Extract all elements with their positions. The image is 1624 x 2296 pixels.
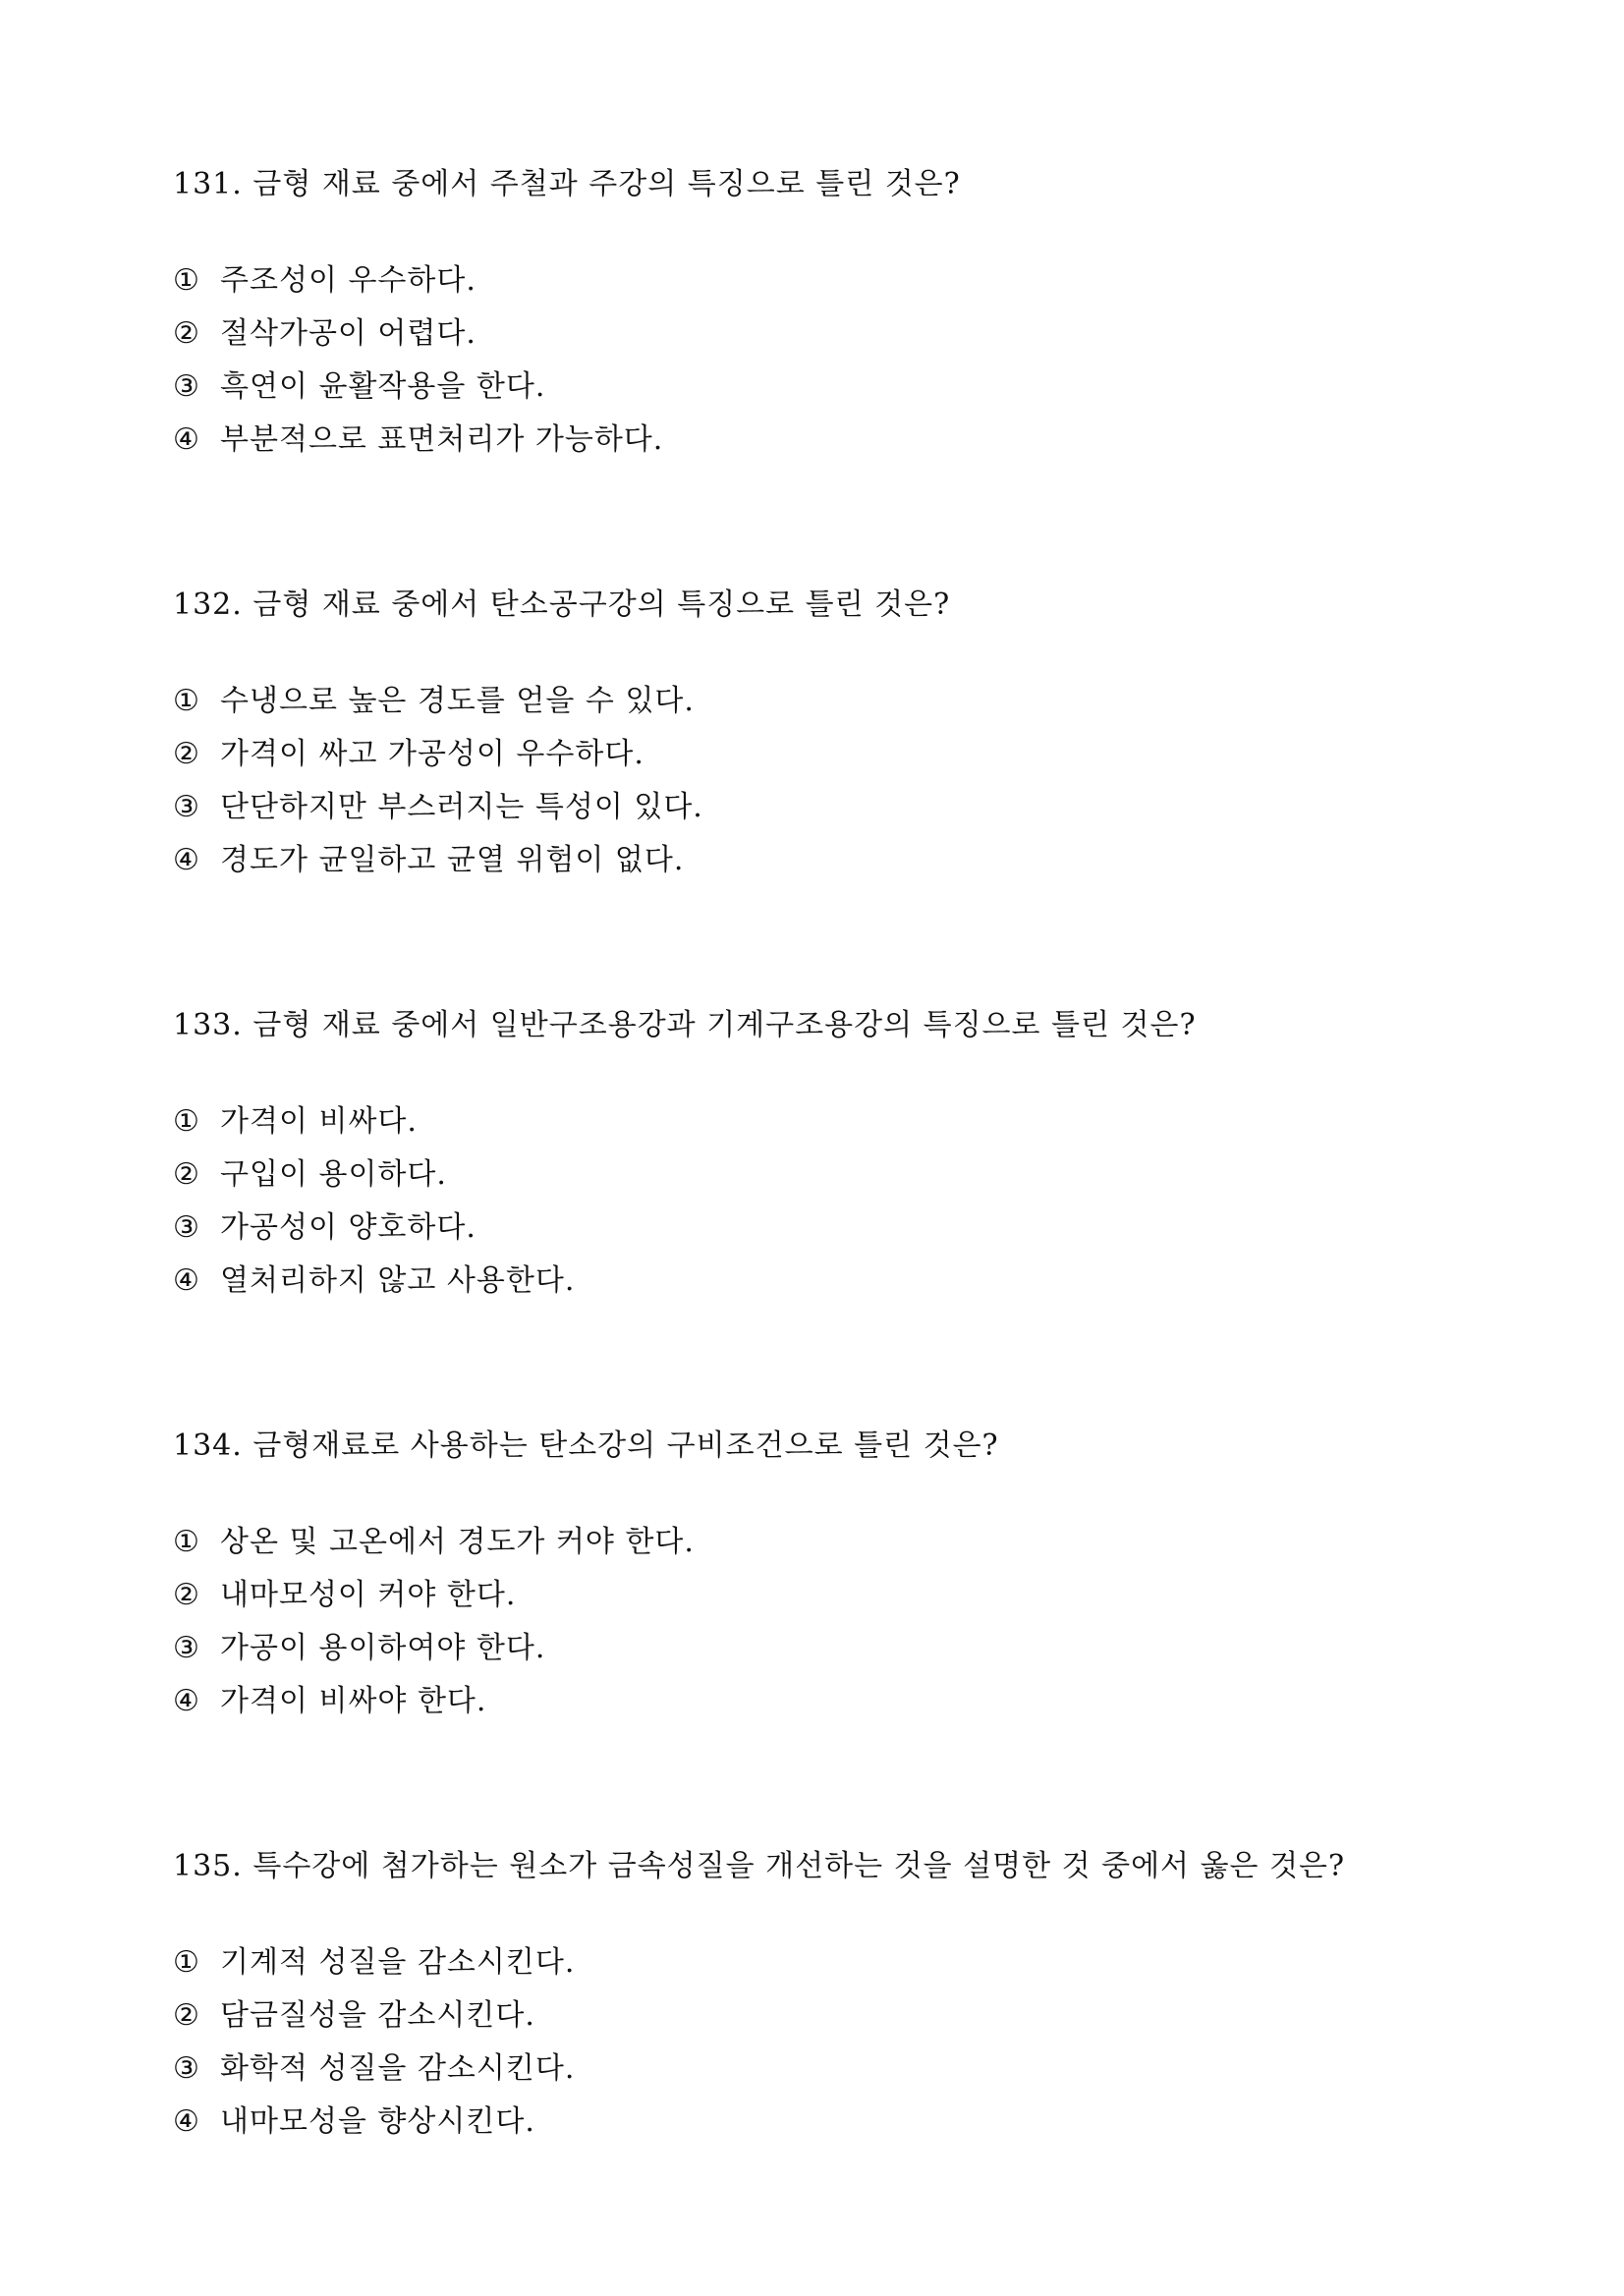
option-marker: ② <box>173 1578 200 1612</box>
question-title: 135. 특수강에 첨가하는 원소가 금속성질을 개선하는 것을 설명한 것 중에서 옳은 것은? <box>173 1849 1346 1883</box>
option-text: 가공성이 양호하다. <box>220 1210 476 1245</box>
option-text: 경도가 균일하고 균열 위험이 없다. <box>220 843 685 877</box>
option-marker: ① <box>173 1525 200 1559</box>
answer-option-3 <box>173 2049 575 2102</box>
option-text: 절삭가공이 어렵다. <box>220 316 476 351</box>
option-marker: ④ <box>173 1684 200 1718</box>
option-marker: ③ <box>173 1631 200 1665</box>
answer-option-1 <box>173 1102 575 1155</box>
answer-option-4 <box>173 1682 695 1735</box>
answer-options <box>173 1102 575 1315</box>
option-marker: ① <box>173 1104 200 1139</box>
option-text: 상온 및 고온에서 경도가 커야 한다. <box>220 1525 695 1559</box>
question-title: 132. 금형 재료 중에서 탄소공구강의 특징으로 틀린 것은? <box>173 588 951 622</box>
option-marker: ④ <box>173 2104 200 2139</box>
option-marker: ① <box>173 1945 200 1980</box>
option-text: 주조성이 우수하다. <box>220 263 476 298</box>
option-text: 내마모성을 향상시킨다. <box>220 2104 535 2139</box>
answer-options <box>173 261 663 474</box>
option-text: 내마모성이 커야 한다. <box>220 1578 517 1612</box>
option-marker: ③ <box>173 790 200 824</box>
option-marker: ② <box>173 1157 200 1192</box>
answer-options <box>173 682 703 894</box>
option-text: 구입이 용이하다. <box>220 1157 447 1192</box>
option-marker: ① <box>173 263 200 298</box>
answer-option-2 <box>173 735 703 788</box>
answer-option-3 <box>173 788 703 841</box>
answer-options <box>173 1523 695 1735</box>
option-text: 가격이 비싸다. <box>220 1104 418 1139</box>
option-marker: ④ <box>173 422 200 457</box>
question-title: 134. 금형재료로 사용하는 탄소강의 구비조건으로 틀린 것은? <box>173 1428 999 1463</box>
answer-option-2 <box>173 1996 575 2049</box>
answer-option-3 <box>173 1629 695 1682</box>
answer-option-1 <box>173 682 703 735</box>
answer-option-2 <box>173 1155 575 1208</box>
answer-option-3 <box>173 1208 575 1261</box>
answer-option-2 <box>173 314 663 367</box>
option-text: 흑연이 윤활작용을 한다. <box>220 369 546 404</box>
option-text: 기계적 성질을 감소시킨다. <box>220 1945 576 1980</box>
option-text: 가격이 싸고 가공성이 우수하다. <box>220 737 644 771</box>
option-marker: ③ <box>173 2051 200 2086</box>
option-text: 가공이 용이하여야 한다. <box>220 1631 546 1665</box>
answer-option-4 <box>173 420 663 474</box>
option-text: 담금질성을 감소시킨다. <box>220 1998 535 2033</box>
answer-option-1 <box>173 1523 695 1576</box>
option-text: 가격이 비싸야 한다. <box>220 1684 487 1718</box>
answer-options <box>173 1943 575 2156</box>
answer-option-4 <box>173 841 703 894</box>
option-marker: ② <box>173 737 200 771</box>
answer-option-2 <box>173 1576 695 1629</box>
option-text: 부분적으로 표면처리가 가능하다. <box>220 422 664 457</box>
option-marker: ② <box>173 316 200 351</box>
answer-option-4 <box>173 2102 575 2156</box>
answer-option-1 <box>173 261 663 314</box>
question-title: 131. 금형 재료 중에서 주철과 주강의 특징으로 틀린 것은? <box>173 167 961 201</box>
option-marker: ③ <box>173 369 200 404</box>
option-marker: ② <box>173 1998 200 2033</box>
option-marker: ③ <box>173 1210 200 1245</box>
answer-option-3 <box>173 367 663 420</box>
option-text: 수냉으로 높은 경도를 얻을 수 있다. <box>220 684 695 718</box>
question-title: 133. 금형 재료 중에서 일반구조용강과 기계구조용강의 특징으로 틀린 것은? <box>173 1008 1197 1042</box>
option-marker: ④ <box>173 1263 200 1298</box>
option-text: 화학적 성질을 감소시킨다. <box>220 2051 576 2086</box>
option-marker: ④ <box>173 843 200 877</box>
answer-option-4 <box>173 1261 575 1315</box>
option-marker: ① <box>173 684 200 718</box>
option-text: 열처리하지 않고 사용한다. <box>220 1263 576 1298</box>
answer-option-1 <box>173 1943 575 1996</box>
option-text: 단단하지만 부스러지는 특성이 있다. <box>220 790 703 824</box>
